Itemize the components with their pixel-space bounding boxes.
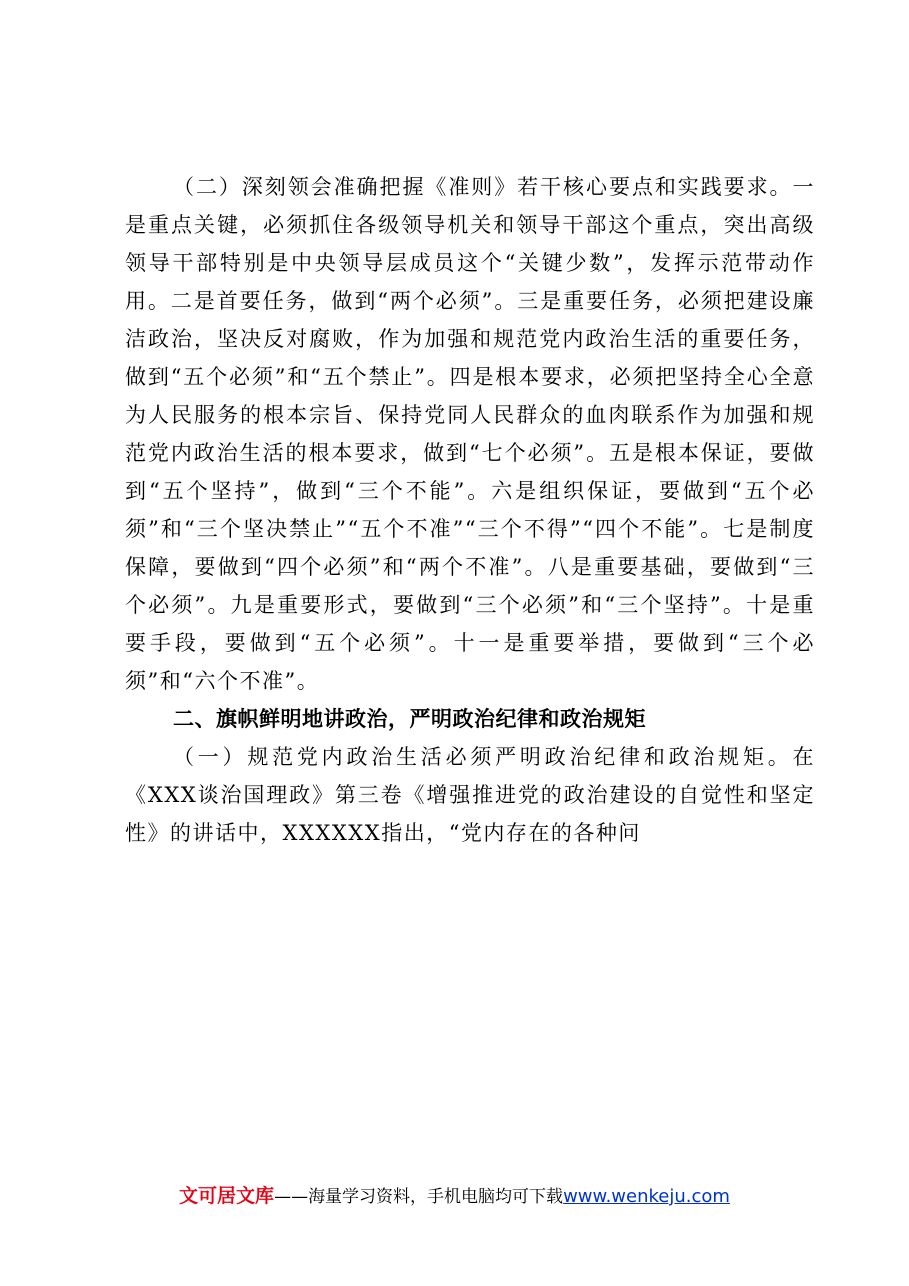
- footer-slogan: ——海量学习资料，手机电脑均可下载: [274, 1187, 564, 1207]
- document-body: [125, 168, 815, 852]
- footer-brand: 文可居文库: [179, 1185, 275, 1207]
- paragraph-political-discipline: （一）规范党内政治生活必须严明政治纪律和政治规矩。在《XXX谈治国理政》第三卷《增强推进党的政治建设的自觉性和坚定性》的讲话中，XXXXXX指出，“党内存在的各种问: [125, 745, 815, 845]
- paragraph-core-points: （二）深刻领会准确把握《准则》若干核心要点和实践要求。一是重点关键，必须抓住各级领导机关和领导干部这个重点，突出高级领导干部特别是中央领导层成员这个“关键少数”，发挥示范带动作用。二是首要任务，做到“两个必须”。三是重要任务，必须把建设廉洁政治，坚决反对腐败，作为加强和规范党内政治生活的重要任务，做到“五个必须”和“五个禁止”。四是根本要求，必须把坚持全心全意为人民服务的根本宗旨、保持党同人民群众的血肉联系作为加强和规范党内政治生活的根本要求，做到“七个必须”。五是根本保证，要做到“五个坚持”，做到“三个不能”。六是组织保证，要做到“五个必须”和“三个坚决禁止”“五个不准”“三个不得”“四个不能”。七是制度保障，要做到“四个必须”和“两个不准”。八是重要基础，要做到“三个必须”。九是重要形式，要做到“三个必须”和“三个坚持”。十是重要手段，要做到“五个必须”。十一是重要举措，要做到“三个必须”和“六个不准”。: [125, 175, 815, 693]
- footer-link[interactable]: www.wenkeju.com: [563, 1186, 730, 1207]
- footer-banner: [0, 1183, 909, 1210]
- section-heading: 二、旗帜鲜明地讲政治，严明政治纪律和政治规矩: [173, 707, 646, 731]
